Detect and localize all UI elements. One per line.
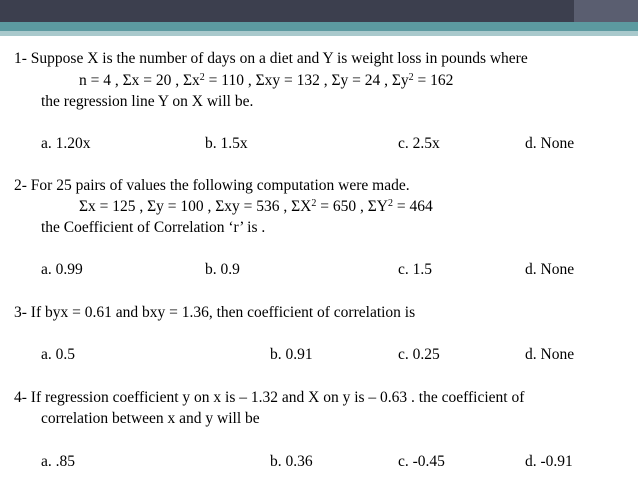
question-2-given <box>79 198 433 216</box>
question-1-prompt: the regression line Y on X will be. <box>41 93 254 110</box>
question-1-given <box>79 72 453 90</box>
q3-option-c[interactable]: c. 0.25 <box>398 346 440 363</box>
q2-given-part: Σx = 125 , Σy = 100 , Σxy = 536 , ΣX <box>79 198 312 215</box>
q2-option-c[interactable]: c. 1.5 <box>398 261 433 278</box>
header-band-teal <box>0 22 638 31</box>
q2-option-a[interactable]: a. 0.99 <box>41 261 83 278</box>
q3-option-a[interactable]: a. 0.5 <box>41 346 76 363</box>
q4-option-d[interactable]: d. -0.91 <box>525 453 573 470</box>
q1-option-a[interactable]: a. 1.20x <box>41 135 91 152</box>
q1-superscript: 2 <box>199 72 205 83</box>
q1-option-c[interactable]: c. 2.5x <box>398 135 440 152</box>
q3-option-d[interactable]: d. None <box>525 346 575 363</box>
q3-option-b[interactable]: b. 0.91 <box>270 346 313 363</box>
header-band-dark <box>0 0 638 22</box>
q2-option-b[interactable]: b. 0.9 <box>205 261 240 278</box>
question-2-prompt: the Coefficient of Correlation ‘r’ is . <box>41 219 266 236</box>
q2-superscript: 2 <box>387 198 393 209</box>
q1-given-part: = 162 <box>413 72 454 89</box>
question-2-text: 2- For 25 pairs of values the following computation were made. <box>14 177 410 194</box>
q2-option-d[interactable]: d. None <box>525 261 575 278</box>
q2-given-part: = 464 <box>392 198 433 215</box>
question-4-text: 4- If regression coefficient y on x is – 1.32 and X on y is – 0.63 . the coefficient of <box>14 389 525 406</box>
header-band-accent <box>574 0 638 22</box>
q1-superscript: 2 <box>408 72 414 83</box>
question-4-text-continued: correlation between x and y will be <box>41 410 260 427</box>
header-band-light <box>0 31 638 36</box>
q1-given-part: = 110 , Σxy = 132 , Σy = 24 , Σy <box>204 72 409 89</box>
q4-option-a[interactable]: a. .85 <box>41 453 76 470</box>
q2-superscript: 2 <box>311 198 317 209</box>
q1-option-b[interactable]: b. 1.5x <box>205 135 248 152</box>
q1-option-d[interactable]: d. None <box>525 135 575 152</box>
q4-option-c[interactable]: c. -0.45 <box>398 453 445 470</box>
q2-given-part: = 650 , ΣY <box>316 198 388 215</box>
question-3-text: 3- If byx = 0.61 and bxy = 1.36, then coefficient of correlation is <box>14 304 416 321</box>
question-1-text: 1- Suppose X is the number of days on a diet and Y is weight loss in pounds where <box>14 50 528 67</box>
q4-option-b[interactable]: b. 0.36 <box>270 453 313 470</box>
q1-given-part: n = 4 , Σx = 20 , Σx <box>79 72 200 89</box>
